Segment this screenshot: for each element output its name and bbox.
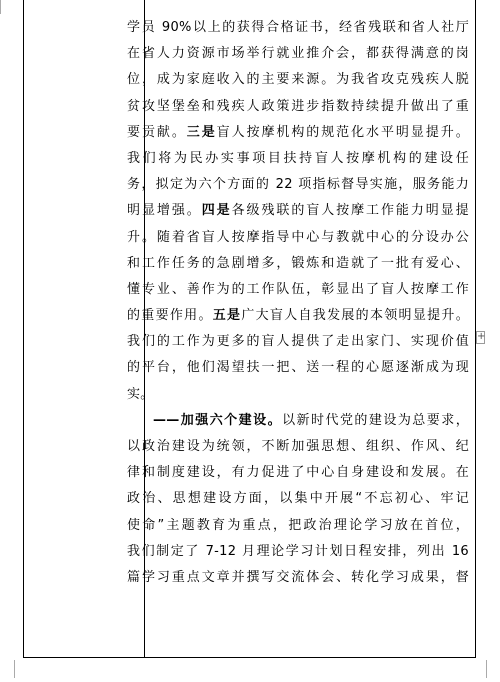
text-line: 我们的工作为更多的盲人提供了走出家门、实现价值	[127, 334, 469, 350]
text-line: 篇学习重点文章并撰写交流体会、转化学习成果，督	[127, 569, 469, 585]
text-fragment: 盲人按摩机构的规范化水平明显提升。	[216, 124, 469, 140]
point-label-five: 五是	[212, 308, 242, 324]
text-fragment: 明显增强。	[127, 203, 202, 219]
text-fragment: 要贡献。	[127, 124, 187, 140]
text-line: 的平台，他们渴望扶一把、送一程的心愿逐渐成为现	[127, 360, 469, 376]
text-line: 在省人力资源市场举行就业推介会，都获得满意的岗	[127, 46, 469, 62]
text-line: 懂专业、善作为的工作队伍，彰显出了盲人按摩工作	[127, 281, 469, 297]
point-label-three: 三是	[186, 124, 217, 140]
text-line: 我们将为民办实事项目扶持盲人按摩机构的建设任	[127, 150, 469, 166]
text-line: 贫攻坚堡垒和残疾人政策进步指数持续提升做出了重	[127, 98, 469, 114]
text-line	[127, 198, 469, 224]
text-line: 政治、思想建设方面，以集中开展“不忘初心、牢记	[127, 491, 469, 507]
crop-mark-bottom-left	[14, 660, 15, 678]
text-line: 位，成为家庭收入的主要来源。为我省攻克残疾人脱	[127, 72, 469, 88]
section-heading: ——加强六个建设。	[153, 412, 283, 428]
text-line: 实。	[127, 386, 154, 402]
text-line: 律和制度建设，有力促进了中心自身建设和发展。在	[127, 465, 469, 481]
text-line: 学员 90%以上的获得合格证书，经省残联和省人社厅	[127, 20, 469, 35]
table-text-cell[interactable]	[127, 15, 469, 591]
text-line: 使命”主题教育为重点，把政治理论学习放在首位，	[127, 517, 469, 533]
text-line: 升。随着省盲人按摩指导中心与教就中心的分设办公	[127, 229, 469, 245]
text-line: 我们制定了 7-12 月理论学习计划日程安排，列出 16	[127, 543, 469, 559]
point-label-four: 四是	[201, 203, 232, 219]
text-line: 务，拟定为六个方面的 22 项指标督导实施，服务能力	[127, 177, 469, 193]
text-line: 和工作任务的急剧增多，锻炼和造就了一批有爱心、	[127, 255, 469, 271]
text-line	[127, 408, 469, 434]
text-fragment: 各级残联的盲人按摩工作能力明显提	[231, 203, 469, 219]
text-line: 以政治建设为统领，不断加强思想、组织、作风、纪	[127, 439, 469, 454]
text-fragment: 的重要作用。	[127, 308, 213, 324]
crop-mark-bottom-right	[486, 660, 487, 678]
table-add-column-handle[interactable]: +	[477, 331, 486, 342]
text-fragment: 广大盲人自我发展的本领明显提升。	[241, 308, 469, 324]
crop-mark-top-left	[0, 0, 1, 14]
text-fragment: 以新时代党的建设为总要求，	[282, 412, 469, 428]
text-line	[127, 120, 469, 146]
text-line	[127, 303, 469, 329]
